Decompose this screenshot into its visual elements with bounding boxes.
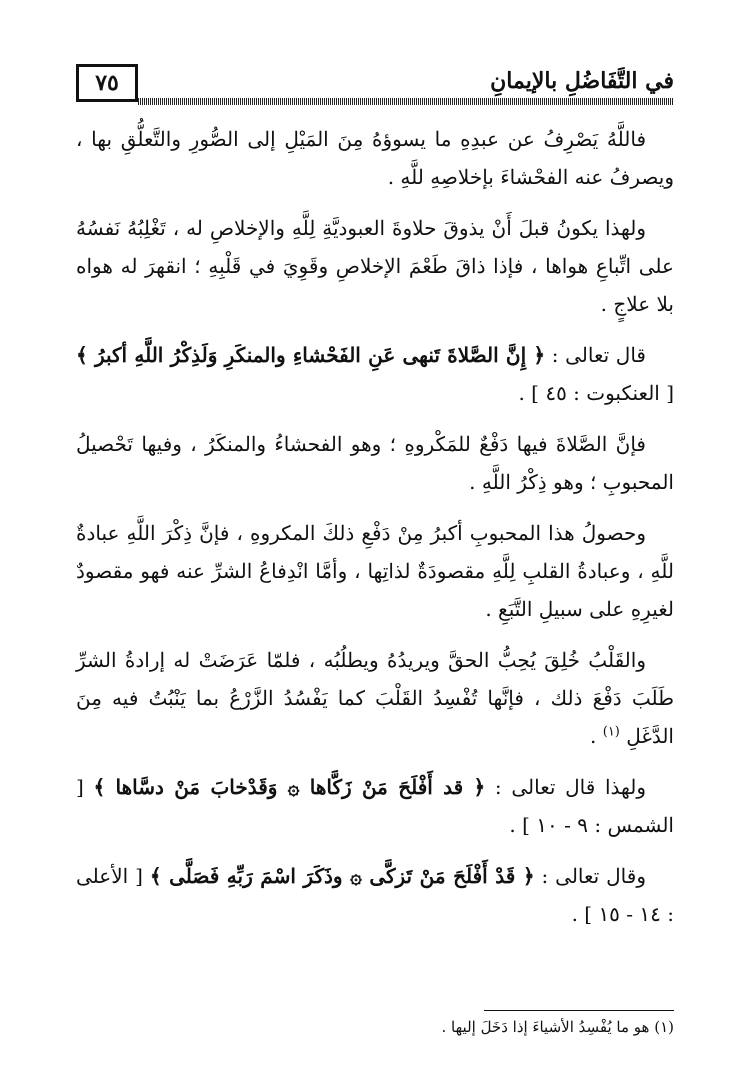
paragraph-3 — [76, 336, 674, 412]
page-number: ٧٥ — [76, 64, 138, 102]
paragraph-7 — [76, 768, 674, 844]
footnote: (١) هو ما يُفْسِدُ الأشياءَ إذا دَخَلَ إليها . — [441, 1018, 674, 1036]
paragraph-6-text: والقَلْبُ خُلِقَ يُحِبُّ الحقَّ ويريدُهُ ويطلُبُه ، فلمّا عَرَضَتْ له إرادةُ الشرِّ طَلَبَ دَفْعَ ذلك ، فإنَّها تُفْسِدُ القَلْبَ كما يَفْسُدُ الزَّرْعُ بما يَنْبُتُ فيه مِنَ الدَّغَلِ — [76, 648, 674, 748]
quran-verse: ﴿ إِنَّ الصَّلاةَ تَنهى عَنِ الفَحْشاءِ والمنكَرِ وَلَذِكْرُ اللَّهِ أكبرُ ﴾ — [76, 343, 546, 367]
paragraph-1: فاللَّهُ يَصْرِفُ عن عبدِهِ ما يسوؤهُ مِنَ المَيْلِ إلى الصُّورِ والتَّعلُّقِ بها ، ويصرفُ عنه الفحْشاءَ بإخلاصِهِ للَّهِ . — [76, 127, 674, 189]
paragraph-6 — [76, 641, 674, 755]
quran-verse: ﴿ قد أَفْلَحَ مَنْ زَكَّاها ۞ وَقَدْخابَ مَنْ دسَّاها ﴾ — [93, 775, 486, 799]
verse-reference: [ العنكبوت : ٤٥ ] . — [518, 381, 674, 405]
header-rule — [138, 98, 674, 105]
verse-intro: قال تعالى : — [545, 343, 646, 367]
verse-reference: [ الشمس : ٩ - ١٠ ] . — [76, 775, 674, 837]
verse-intro: ولهذا قال تعالى : — [485, 775, 647, 799]
page-header — [76, 64, 674, 106]
quran-verse: ﴿ قَدْ أَفْلَحَ مَنْ تَزكَّى ۞ وذَكَرَ اسْمَ رَبِّهِ فَصَلَّى ﴾ — [149, 864, 535, 888]
verse-reference: [ الأعلى : ١٤ - ١٥ ] . — [76, 864, 674, 926]
paragraph-6-end: . — [590, 724, 603, 748]
running-title: في التَّفَاضُلِ بالإيمانِ — [490, 68, 674, 94]
paragraph-2: ولهذا يكونُ قبلَ أَنْ يذوقَ حلاوةَ العبوديَّةِ لِلَّهِ والإخلاصِ له ، تَغْلِبُهُ نَفسُهُ على اتِّباعِ هواها ، فإذا ذاقَ طَعْمَ الإخلاصِ وقَوِيَ في قَلْبِهِ ؛ انقهرَ له هواه بلا علاجٍ . — [76, 216, 674, 316]
footnote-marker: (١) — [602, 724, 620, 740]
footnote-rule — [484, 1010, 674, 1011]
paragraph-5: وحصولُ هذا المحبوبِ أكبرُ مِنْ دَفْعِ ذلكَ المكروهِ ، فإنَّ ذِكْرَ اللَّهِ عبادةٌ للَّهِ ، وعبادةُ القلبِ لِلَّهِ مقصودَةٌ لذاتِها ، وأمَّا انْدِفاعُ الشرِّ عنه فهو مقصودٌ لغيرِهِ على سبيلِ التَّبَعِ . — [76, 521, 674, 621]
paragraph-8 — [76, 857, 674, 933]
paragraph-4: فإنَّ الصَّلاةَ فيها دَفْعٌ للمَكْروهِ ؛ وهو الفحشاءُ والمنكَرُ ، وفيها تَحْصيلُ المحبوبِ ؛ وهو ذِكْرُ اللَّهِ . — [76, 432, 674, 494]
verse-intro: وقال تعالى : — [534, 864, 646, 888]
body-text — [76, 120, 674, 946]
